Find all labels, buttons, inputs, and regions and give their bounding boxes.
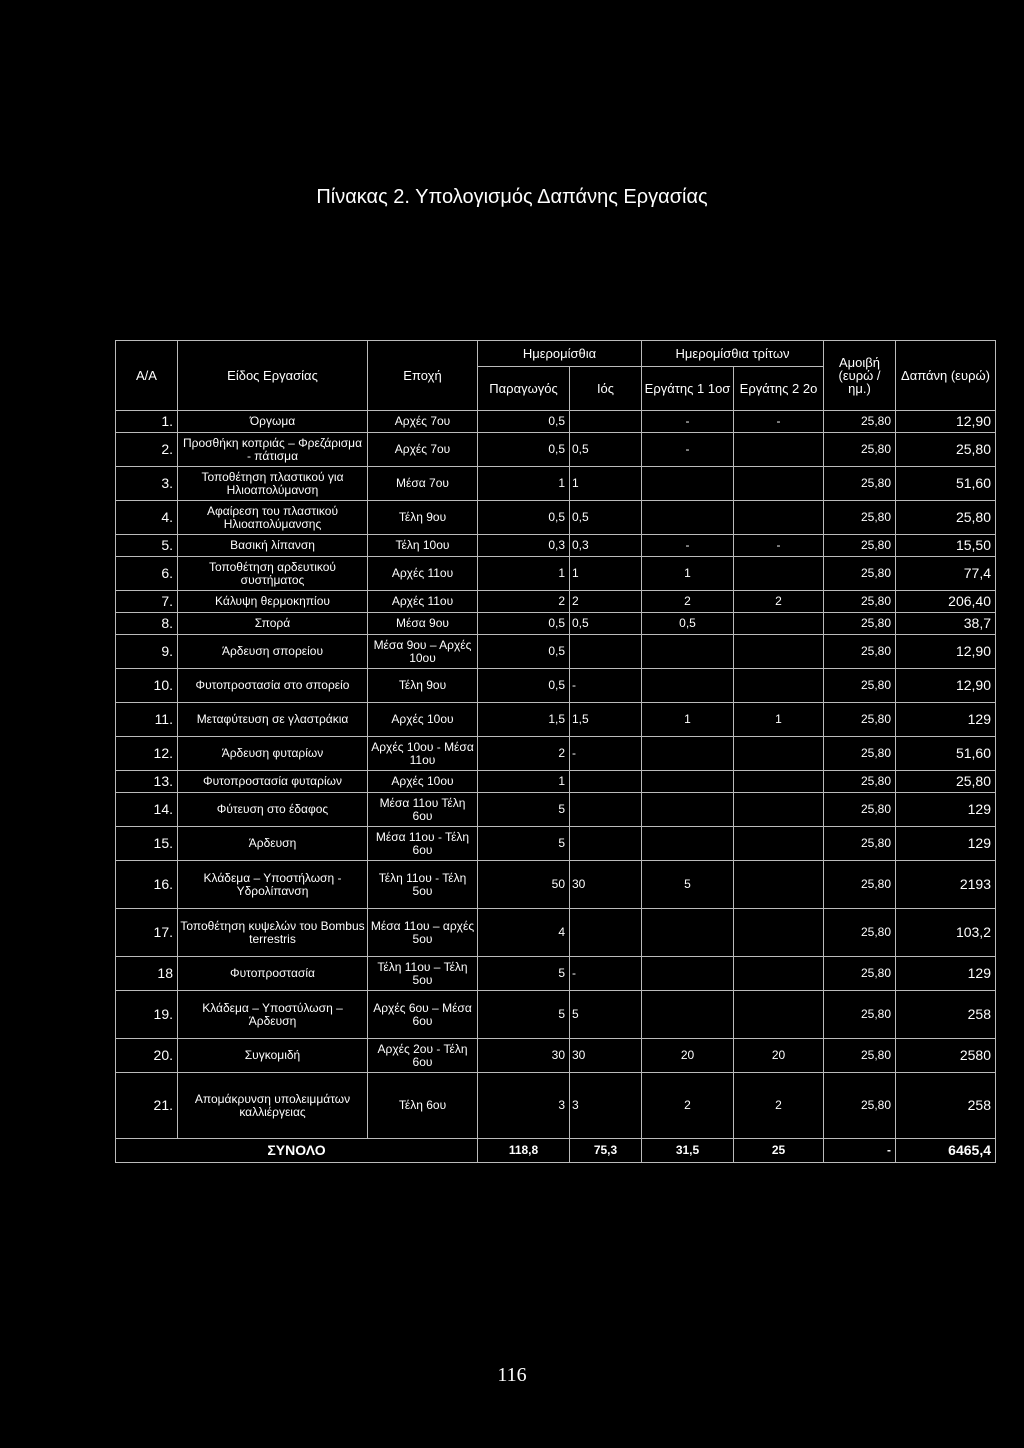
row-worker-1: - (642, 433, 734, 467)
row-number: 19. (116, 991, 178, 1039)
row-worker-2: 2 (734, 591, 824, 613)
row-work-type: Άρδευση φυταρίων (178, 737, 368, 771)
row-cost: 51,60 (896, 467, 996, 501)
header-rate: Αμοιβή (ευρώ / ημ.) (824, 341, 896, 411)
table-row (116, 591, 996, 613)
row-producer: 5 (478, 957, 570, 991)
row-worker-2 (734, 991, 824, 1039)
row-rate: 25,80 (824, 411, 896, 433)
page-number: 116 (497, 1364, 527, 1386)
row-worker-2 (734, 669, 824, 703)
row-cost: 38,7 (896, 613, 996, 635)
row-season: Τέλη 11ου – Τέλη 5ου (368, 957, 478, 991)
row-rate: 25,80 (824, 861, 896, 909)
row-season: Τέλη 6ου (368, 1073, 478, 1139)
row-ios: 1,5 (570, 703, 642, 737)
row-worker-2 (734, 861, 824, 909)
table-row (116, 909, 996, 957)
header-cost: Δαπάνη (ευρώ) (896, 341, 996, 411)
row-worker-1: - (642, 411, 734, 433)
row-cost: 12,90 (896, 635, 996, 669)
row-rate: 25,80 (824, 1073, 896, 1139)
row-cost: 129 (896, 793, 996, 827)
header-third-party-wages: Ημερομίσθια τρίτων (642, 341, 824, 367)
row-number: 7. (116, 591, 178, 613)
row-worker-1: 2 (642, 1073, 734, 1139)
row-cost: 15,50 (896, 535, 996, 557)
table-row (116, 991, 996, 1039)
table-row (116, 635, 996, 669)
row-work-type: Βασική λίπανση (178, 535, 368, 557)
row-work-type: Κάλυψη θερμοκηπίου (178, 591, 368, 613)
row-number: 16. (116, 861, 178, 909)
row-work-type: Προσθήκη κοπριάς – Φρεζάρισμα - πάτισμα (178, 433, 368, 467)
row-producer: 0,5 (478, 411, 570, 433)
header-worker-2: Εργάτης 2 2ο (734, 367, 824, 411)
row-worker-1 (642, 827, 734, 861)
row-cost: 51,60 (896, 737, 996, 771)
row-cost: 103,2 (896, 909, 996, 957)
row-rate: 25,80 (824, 535, 896, 557)
row-worker-1 (642, 909, 734, 957)
row-work-type: Τοποθέτηση κυψελών του Bombus terrestris (178, 909, 368, 957)
row-cost: 25,80 (896, 501, 996, 535)
row-ios (570, 411, 642, 433)
table-row (116, 467, 996, 501)
row-rate: 25,80 (824, 827, 896, 861)
row-rate: 25,80 (824, 771, 896, 793)
table-row (116, 861, 996, 909)
row-cost: 25,80 (896, 433, 996, 467)
row-worker-1 (642, 793, 734, 827)
row-cost: 206,40 (896, 591, 996, 613)
total-rate: - (824, 1139, 896, 1163)
row-season: Τέλη 10ου (368, 535, 478, 557)
row-number: 18 (116, 957, 178, 991)
row-ios (570, 909, 642, 957)
row-rate: 25,80 (824, 433, 896, 467)
row-worker-1 (642, 991, 734, 1039)
table-row (116, 1039, 996, 1073)
row-worker-1 (642, 737, 734, 771)
labor-cost-table (115, 340, 996, 1163)
row-work-type: Κλάδεμα – Υποστήλωση - Υδρολίπανση (178, 861, 368, 909)
row-season: Αρχές 2ου - Τέλη 6ου (368, 1039, 478, 1073)
row-worker-1 (642, 635, 734, 669)
row-work-type: Φυτοπροστασία στο σπορείο (178, 669, 368, 703)
row-season: Αρχές 10ου (368, 703, 478, 737)
row-ios: - (570, 957, 642, 991)
row-season: Μέσα 11ου Τέλη 6ου (368, 793, 478, 827)
row-season: Τέλη 9ου (368, 669, 478, 703)
table-row (116, 501, 996, 535)
row-ios: - (570, 737, 642, 771)
row-worker-2 (734, 909, 824, 957)
table-row (116, 957, 996, 991)
table-row (116, 557, 996, 591)
row-producer: 2 (478, 737, 570, 771)
row-work-type: Απομάκρυνση υπολειμμάτων καλλιέργειας (178, 1073, 368, 1139)
row-cost: 129 (896, 957, 996, 991)
row-worker-2 (734, 501, 824, 535)
row-producer: 0,3 (478, 535, 570, 557)
row-producer: 1 (478, 467, 570, 501)
row-ios: 0,5 (570, 501, 642, 535)
row-work-type: Μεταφύτευση σε γλαστράκια (178, 703, 368, 737)
row-cost: 258 (896, 1073, 996, 1139)
row-rate: 25,80 (824, 669, 896, 703)
row-worker-2 (734, 467, 824, 501)
row-cost: 12,90 (896, 669, 996, 703)
row-producer: 1 (478, 557, 570, 591)
row-worker-1: 1 (642, 557, 734, 591)
row-ios: 0,5 (570, 433, 642, 467)
row-rate: 25,80 (824, 501, 896, 535)
row-season: Μέσα 7ου (368, 467, 478, 501)
row-number: 17. (116, 909, 178, 957)
row-season: Μέσα 11ου - Τέλη 6ου (368, 827, 478, 861)
header-season: Εποχή (368, 341, 478, 411)
row-cost: 129 (896, 827, 996, 861)
row-producer: 5 (478, 991, 570, 1039)
row-number: 3. (116, 467, 178, 501)
row-work-type: Άρδευση σπορείου (178, 635, 368, 669)
row-work-type: Φυτοπροστασία φυταρίων (178, 771, 368, 793)
total-ios: 75,3 (570, 1139, 642, 1163)
header-ios: Ιός (570, 367, 642, 411)
header-wages: Ημερομίσθια (478, 341, 642, 367)
row-season: Μέσα 11ου – αρχές 5ου (368, 909, 478, 957)
row-number: 13. (116, 771, 178, 793)
row-rate: 25,80 (824, 793, 896, 827)
row-cost: 258 (896, 991, 996, 1039)
row-rate: 25,80 (824, 635, 896, 669)
row-worker-2 (734, 635, 824, 669)
table-row (116, 1073, 996, 1139)
row-season: Αρχές 10ου - Μέσα 11ου (368, 737, 478, 771)
row-ios: 0,3 (570, 535, 642, 557)
row-rate: 25,80 (824, 557, 896, 591)
row-number: 10. (116, 669, 178, 703)
row-ios (570, 793, 642, 827)
row-worker-1 (642, 669, 734, 703)
header-work-type: Είδος Εργασίας (178, 341, 368, 411)
row-worker-1 (642, 771, 734, 793)
row-worker-2 (734, 957, 824, 991)
row-season: Αρχές 7ου (368, 433, 478, 467)
row-season: Μέσα 9ου – Αρχές 10ου (368, 635, 478, 669)
row-work-type: Άρδευση (178, 827, 368, 861)
row-ios: 30 (570, 1039, 642, 1073)
row-season: Αρχές 10ου (368, 771, 478, 793)
row-ios: 30 (570, 861, 642, 909)
row-ios: 1 (570, 557, 642, 591)
row-worker-1 (642, 957, 734, 991)
row-ios: 1 (570, 467, 642, 501)
table-row (116, 827, 996, 861)
row-worker-2 (734, 557, 824, 591)
table-row (116, 703, 996, 737)
row-producer: 1,5 (478, 703, 570, 737)
header-producer: Παραγωγός (478, 367, 570, 411)
header-worker-1: Εργάτης 1 1οσ (642, 367, 734, 411)
row-rate: 25,80 (824, 737, 896, 771)
row-number: 1. (116, 411, 178, 433)
table-row (116, 433, 996, 467)
row-producer: 0,5 (478, 501, 570, 535)
row-season: Αρχές 7ου (368, 411, 478, 433)
row-ios (570, 771, 642, 793)
row-work-type: Φυτοπροστασία (178, 957, 368, 991)
row-work-type: Τοποθέτηση αρδευτικού συστήματος (178, 557, 368, 591)
row-work-type: Σπορά (178, 613, 368, 635)
row-work-type: Τοποθέτηση πλαστικού για Ηλιοαπολύμανση (178, 467, 368, 501)
row-number: 8. (116, 613, 178, 635)
row-producer: 2 (478, 591, 570, 613)
labor-cost-table-container (115, 340, 991, 1163)
row-worker-2 (734, 771, 824, 793)
row-producer: 30 (478, 1039, 570, 1073)
row-number: 9. (116, 635, 178, 669)
row-worker-1: 0,5 (642, 613, 734, 635)
table-title: Πίνακας 2. Υπολογισμός Δαπάνης Εργασίας (316, 186, 708, 208)
table-row (116, 669, 996, 703)
row-producer: 1 (478, 771, 570, 793)
row-number: 2. (116, 433, 178, 467)
row-producer: 3 (478, 1073, 570, 1139)
row-season: Αρχές 11ου (368, 591, 478, 613)
row-cost: 12,90 (896, 411, 996, 433)
row-number: 20. (116, 1039, 178, 1073)
row-ios: - (570, 669, 642, 703)
row-work-type: Συγκομιδή (178, 1039, 368, 1073)
row-worker-2 (734, 827, 824, 861)
row-rate: 25,80 (824, 957, 896, 991)
table-row (116, 793, 996, 827)
row-work-type: Κλάδεμα – Υποστύλωση – Άρδευση (178, 991, 368, 1039)
table-row (116, 613, 996, 635)
table-row (116, 535, 996, 557)
row-worker-1: 20 (642, 1039, 734, 1073)
row-season: Αρχές 11ου (368, 557, 478, 591)
table-row (116, 737, 996, 771)
row-worker-2: 1 (734, 703, 824, 737)
table-row (116, 771, 996, 793)
row-worker-1: 2 (642, 591, 734, 613)
row-number: 15. (116, 827, 178, 861)
row-ios (570, 635, 642, 669)
row-season: Αρχές 6ου – Μέσα 6ου (368, 991, 478, 1039)
total-worker-2: 25 (734, 1139, 824, 1163)
header-aa: Α/Α (116, 341, 178, 411)
total-producer: 118,8 (478, 1139, 570, 1163)
row-worker-1 (642, 467, 734, 501)
row-rate: 25,80 (824, 591, 896, 613)
row-worker-2: 20 (734, 1039, 824, 1073)
row-rate: 25,80 (824, 1039, 896, 1073)
total-label: ΣΥΝΟΛΟ (116, 1139, 478, 1163)
row-rate: 25,80 (824, 909, 896, 957)
row-rate: 25,80 (824, 613, 896, 635)
row-worker-2 (734, 737, 824, 771)
row-producer: 0,5 (478, 669, 570, 703)
total-worker-1: 31,5 (642, 1139, 734, 1163)
table-body (116, 411, 996, 1163)
row-number: 5. (116, 535, 178, 557)
row-worker-1: 5 (642, 861, 734, 909)
row-ios: 2 (570, 591, 642, 613)
row-worker-1 (642, 501, 734, 535)
row-work-type: Αφαίρεση του πλαστικού Ηλιοαπολύμανσης (178, 501, 368, 535)
row-producer: 4 (478, 909, 570, 957)
total-row (116, 1139, 996, 1163)
row-season: Τέλη 9ου (368, 501, 478, 535)
row-worker-1: - (642, 535, 734, 557)
row-number: 6. (116, 557, 178, 591)
row-worker-2 (734, 793, 824, 827)
row-number: 12. (116, 737, 178, 771)
row-producer: 0,5 (478, 613, 570, 635)
row-producer: 50 (478, 861, 570, 909)
row-cost: 2580 (896, 1039, 996, 1073)
row-ios: 5 (570, 991, 642, 1039)
row-rate: 25,80 (824, 991, 896, 1039)
row-number: 11. (116, 703, 178, 737)
row-worker-2: - (734, 535, 824, 557)
row-producer: 0,5 (478, 433, 570, 467)
row-cost: 25,80 (896, 771, 996, 793)
row-ios: 3 (570, 1073, 642, 1139)
row-number: 14. (116, 793, 178, 827)
row-number: 4. (116, 501, 178, 535)
row-rate: 25,80 (824, 703, 896, 737)
total-cost: 6465,4 (896, 1139, 996, 1163)
table-row (116, 411, 996, 433)
row-work-type: Φύτευση στο έδαφος (178, 793, 368, 827)
row-ios (570, 827, 642, 861)
row-ios: 0,5 (570, 613, 642, 635)
row-worker-2 (734, 433, 824, 467)
row-worker-2: - (734, 411, 824, 433)
row-number: 21. (116, 1073, 178, 1139)
row-producer: 0,5 (478, 635, 570, 669)
row-work-type: Όργωμα (178, 411, 368, 433)
row-cost: 2193 (896, 861, 996, 909)
row-cost: 77,4 (896, 557, 996, 591)
row-season: Τέλη 11ου - Τέλη 5ου (368, 861, 478, 909)
row-producer: 5 (478, 827, 570, 861)
row-cost: 129 (896, 703, 996, 737)
row-season: Μέσα 9ου (368, 613, 478, 635)
row-worker-2 (734, 613, 824, 635)
row-worker-2: 2 (734, 1073, 824, 1139)
row-producer: 5 (478, 793, 570, 827)
row-rate: 25,80 (824, 467, 896, 501)
row-worker-1: 1 (642, 703, 734, 737)
